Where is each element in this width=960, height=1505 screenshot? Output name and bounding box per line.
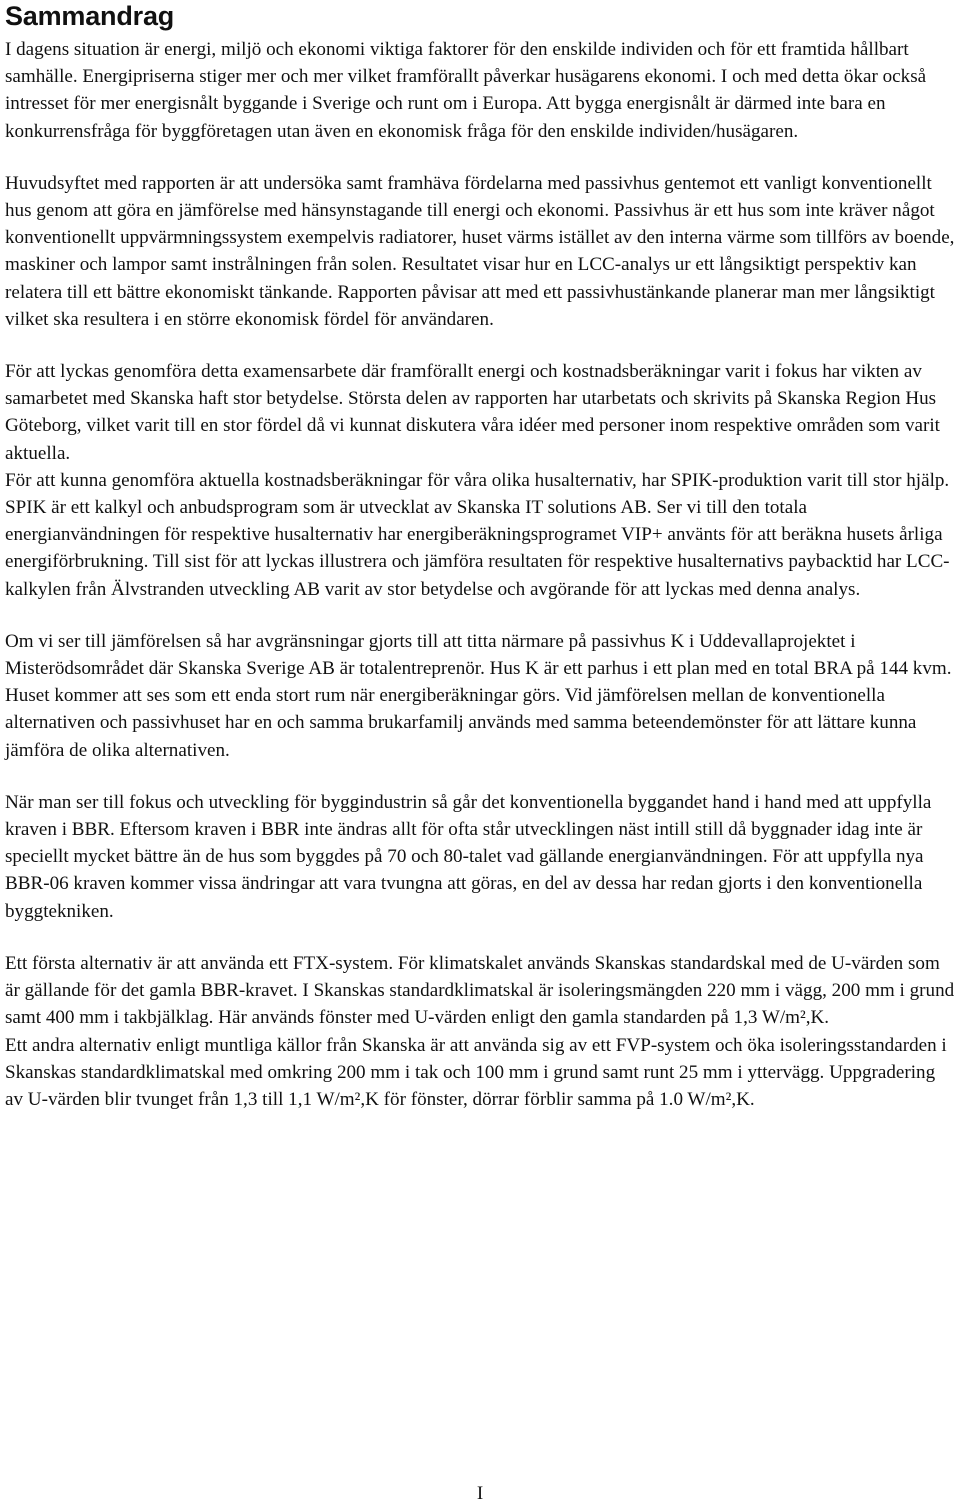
paragraph-collaboration: För att lyckas genomföra detta examensarbete där framförallt energi och kostnadsberäkningar varit i fokus har vikten av samarbetet med Skanska haft stor betydelse. Största delen av rapporten har utarbetats och skrivits på Skanska Region Hus Göteborg, vilket varit till en stor fördel då vi kunnat diskutera våra idéer med personer inom respektive områden som varit aktuella.	[5, 361, 940, 464]
page-number: I	[476, 1483, 484, 1504]
paragraph-industry: När man ser till fokus och utveckling för byggindustrin så går det konventionella byggandet hand i hand med att uppfylla kraven i BBR. Eftersom kraven i BBR inte ändras allt för ofta står utvecklingen näst intill still då byggnader idag inte är speciellt mycket bättre än de hus som byggdes på 70 och 80-talet vad gällande energianvändningen. För att uppfylla nya BBR-06 kraven kommer vissa ändringar att vara tvungna att göras, en del av dessa har redan gjorts i den konventionella byggtekniken.	[5, 791, 932, 922]
paragraph-alternative-two: Ett andra alternativ enligt muntliga källor från Skanska är att använda sig av ett FVP-system och öka isoleringsstandarden i Skanskas standardklimatskal med omkring 200 mm i tak och 100 mm i grund samt runt 25 mm i yttervägg. Uppgradering av U-värden blir tvunget från 1,3 till 1,1 W/m²,K för fönster, dörrar förblir samma på 1.0 W/m²,K.	[5, 1034, 947, 1110]
paragraph-purpose: Huvudsyftet med rapporten är att undersöka samt framhäva fördelarna med passivhus gentemot ett vanligt konventionellt hus genom att göra en jämförelse med hänsynstagande till energi och ekonomi. Passivhus är ett hus som inte kräver något konventionellt uppvärmningssystem exempelvis radiatorer, huset värms istället av den interna värme som tillförs av boende, maskiner och lampor samt instrålningen från solen. Resultatet visar hur en LCC-analys ur ett långsiktigt perspektiv kan relatera till ett bättre ekonomiskt tänkande. Rapporten påvisar att med ett passivhustänkande planerar man mer långsiktigt vilket ska resultera i en större ekonomisk fördel för användaren.	[5, 172, 955, 330]
document-page	[5, 0, 955, 1113]
paragraph-intro: I dagens situation är energi, miljö och ekonomi viktiga faktorer för den enskilde individen och för ett framtida hållbart samhälle. Energipriserna stiger mer och mer vilket framförallt påverkar husägarens ekonomi. I och med detta ökar också intresset för mer energisnålt byggande i Sverige och runt om i Europa. Att bygga energisnålt är därmed inte bara en konkurrensfråga för byggföretagen utan även en ekonomisk fråga för den enskilde individen/husägaren.	[5, 39, 927, 142]
paragraph-comparison: Om vi ser till jämförelsen så har avgränsningar gjorts till att titta närmare på passivhus K i Uddevallaprojektet i Misterödsområdet där Skanska Sverige AB är totalentreprenör. Hus K är ett parhus i ett plan med en total BRA på 144 kvm. Huset kommer att ses som ett enda stort rum när energiberäkningar görs. Vid jämförelsen mellan de konventionella alternativen och passivhuset har en och samma brukarfamilj används med samma beteendemönster för att lättare kunna jämföra de olika alternativen.	[5, 630, 952, 761]
section-heading: Sammandrag	[5, 1, 175, 31]
paragraph-calculations: För att kunna genomföra aktuella kostnadsberäkningar för våra olika husalternativ, har SPIK-produktion varit till stor hjälp. SPIK är ett kalkyl och anbudsprogram som är utvecklat av Skanska IT solutions AB. Ser vi till den totala energianvändningen för respektive husalternativ har energiberäkningsprogramet VIP+ använts för att beräkna husets årliga energiförbrukning. Till sist för att lyckas illustrera och jämföra resultaten för respektive husalternativs paybacktid har LCC-kalkylen från Älvstranden utveckling AB varit av stor betydelse och avgörande för att lyckas med denna analys.	[5, 469, 950, 600]
paragraph-alternative-one: Ett första alternativ är att använda ett FTX-system. För klimatskalet används Skanskas standardskal med de U-värden som är gällande för det gamla BBR-kravet. I Skanskas standardklimatskal är isoleringsmängden 220 mm i vägg, 200 mm i grund samt 400 mm i takbjälklag. Här används fönster med U-värden enligt den gamla standarden på 1,3 W/m²,K.	[5, 952, 955, 1029]
